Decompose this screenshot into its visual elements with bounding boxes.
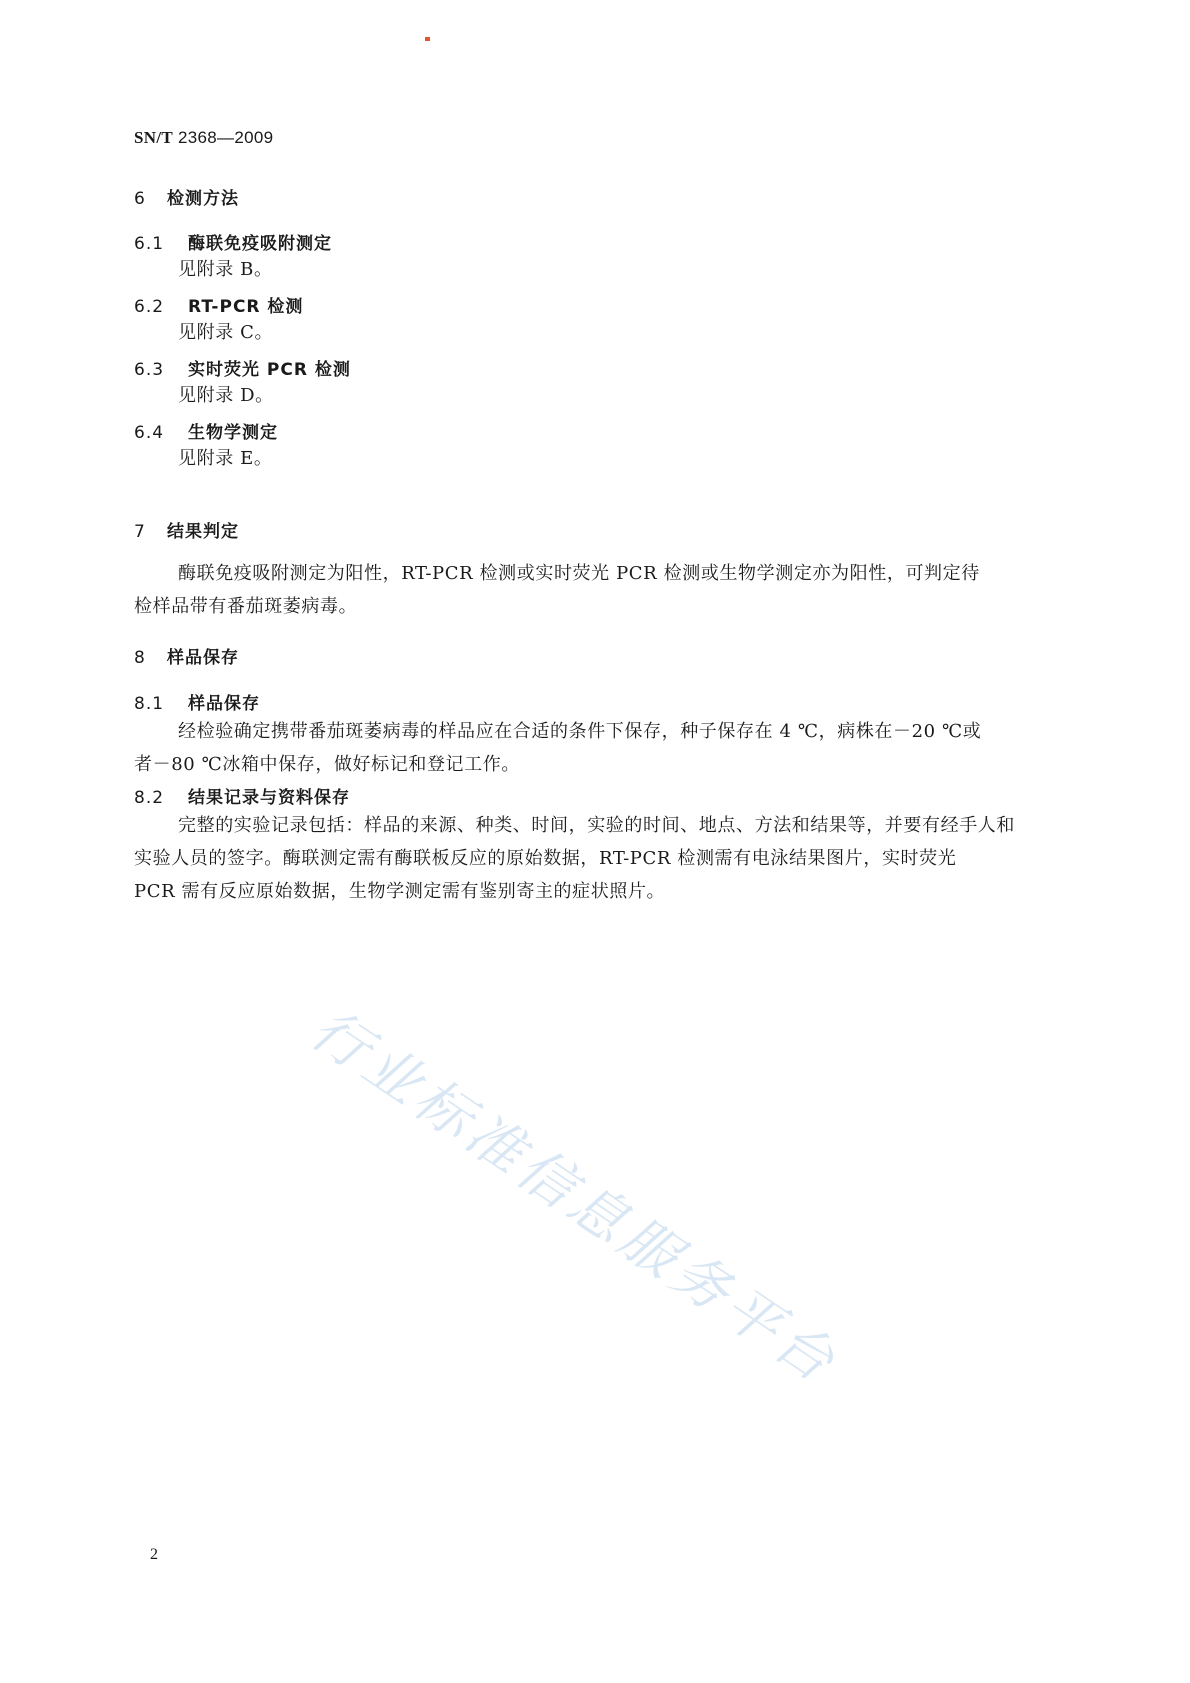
section-title: RT-PCR 检测 (188, 297, 304, 317)
section-8-2-body-line-2: 实验人员的签字。酶联测定需有酶联板反应的原始数据，RT-PCR 检测需有电泳结果图片，实时荧光 (134, 848, 957, 869)
document-code (134, 128, 273, 148)
section-8-heading (134, 643, 239, 668)
section-6-3-heading (134, 355, 351, 380)
section-title: 结果记录与资料保存 (188, 788, 350, 808)
section-6-1-heading (134, 229, 332, 254)
top-marker (425, 37, 430, 41)
section-number: 6.1 (134, 234, 165, 254)
section-number: 7 (134, 522, 146, 542)
section-number: 6.4 (134, 423, 165, 443)
section-8-1-body-line-2: 者－80 ℃冰箱中保存，做好标记和登记工作。 (134, 754, 520, 775)
section-title: 实时荧光 PCR 检测 (188, 360, 351, 380)
section-title: 样品保存 (188, 694, 260, 714)
section-7-body-line-1: 酶联免疫吸附测定为阳性，RT-PCR 检测或实时荧光 PCR 检测或生物学测定亦为阳性，可判定待 (178, 563, 980, 584)
section-title: 检测方法 (167, 189, 239, 209)
section-number: 8.2 (134, 788, 165, 808)
section-number: 6.2 (134, 297, 165, 317)
section-6-3-body: 见附录 D。 (178, 385, 274, 406)
section-8-2-heading (134, 783, 350, 808)
section-title: 酶联免疫吸附测定 (188, 234, 332, 254)
section-7-body-line-2: 检样品带有番茄斑萎病毒。 (134, 596, 358, 617)
section-number: 8.1 (134, 694, 165, 714)
section-6-2-heading (134, 292, 303, 317)
section-7-heading (134, 517, 239, 542)
section-8-2-body-line-3: PCR 需有反应原始数据，生物学测定需有鉴别寄主的症状照片。 (134, 881, 666, 902)
document-code-prefix: SN/T (134, 128, 173, 147)
section-8-1-heading (134, 689, 260, 714)
section-6-4-body: 见附录 E。 (178, 448, 273, 469)
section-title: 结果判定 (167, 522, 239, 542)
page-number: 2 (150, 1546, 158, 1563)
section-title: 样品保存 (167, 648, 239, 668)
section-title: 生物学测定 (188, 423, 278, 443)
section-8-1-body-line-1: 经检验确定携带番茄斑萎病毒的样品应在合适的条件下保存，种子保存在 4 ℃，病株在－20 ℃或 (178, 721, 982, 742)
document-code-number: 2368—2009 (178, 128, 274, 147)
section-6-heading (134, 184, 239, 209)
section-6-1-body: 见附录 B。 (178, 259, 273, 280)
section-number: 6.3 (134, 360, 165, 380)
watermark: 行业标准信息服务平台 (299, 996, 850, 1398)
section-number: 6 (134, 189, 146, 209)
section-6-2-body: 见附录 C。 (178, 322, 274, 343)
section-number: 8 (134, 648, 146, 668)
section-6-4-heading (134, 418, 278, 443)
section-8-2-body-line-1: 完整的实验记录包括：样品的来源、种类、时间，实验的时间、地点、方法和结果等，并要有经手人和 (178, 815, 1015, 836)
